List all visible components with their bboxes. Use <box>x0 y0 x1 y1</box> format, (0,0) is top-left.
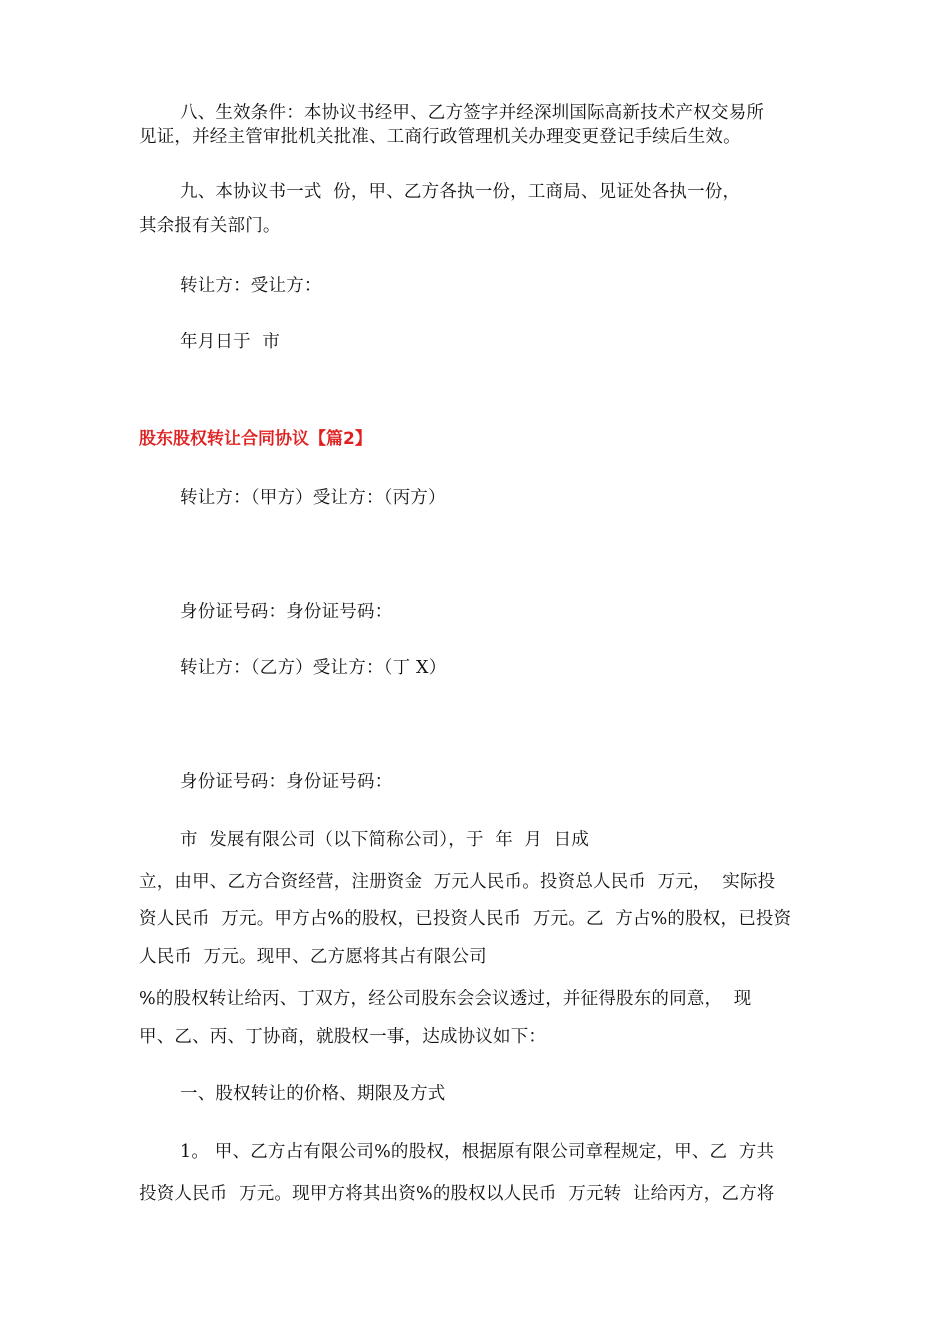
signature-parties: 转让方：受让方： <box>180 276 322 296</box>
section-1-para-line-1: 1。 甲、乙方占有限公司%的股权，根据原有限公司章程规定，甲、乙 方共 <box>180 1142 775 1162</box>
section-1-title: 一、股权转让的价格、期限及方式 <box>180 1084 446 1104</box>
clause-8-line-1: 八、生效条件：本协议书经甲、乙方签字并经深圳国际高新技术产权交易所 <box>180 103 765 123</box>
clause-9-line-1: 九、本协议书一式 份，甲、乙方各执一份，工商局、见证处各执一份， <box>180 182 741 202</box>
party-line-1: 转让方：（甲方）受让方：（丙方） <box>180 488 446 508</box>
intro-line-4: 人民币 万元。现甲、乙方愿将其占有限公司 <box>139 947 487 967</box>
section-heading: 股东股权转让合同协议【篇2】 <box>139 429 372 449</box>
intro-line-3: 资人民币 万元。甲方占%的股权，已投资人民币 万元。乙 方占%的股权，已投资 <box>139 909 792 929</box>
intro-line-6: 甲、乙、丙、丁协商，就股权一事，达成协议如下： <box>139 1027 547 1047</box>
clause-9-line-2: 其余报有关部门。 <box>139 216 281 236</box>
signature-date: 年月日于 市 <box>180 332 281 352</box>
party-line-2: 转让方：（乙方）受让方：（丁 X） <box>180 658 447 678</box>
id-number-line-1: 身份证号码：身份证号码： <box>180 602 393 622</box>
intro-line-1: 市 发展有限公司（以下简称公司），于 年 月 日成 <box>180 830 590 850</box>
intro-line-5: %的股权转让给丙、丁双方，经公司股东会会议透过，并征得股东的同意， 现 <box>139 989 752 1009</box>
id-number-line-2: 身份证号码：身份证号码： <box>180 772 393 792</box>
section-1-para-line-2: 投资人民币 万元。现甲方将其出资%的股权以人民币 万元转 让给丙方，乙方将 <box>139 1184 775 1204</box>
intro-line-2: 立，由甲、乙方合资经营，注册资金 万元人民币。投资总人民币 万元， 实际投 <box>139 872 776 892</box>
clause-8-line-2: 见证，并经主管审批机关批准、工商行政管理机关办理变更登记手续后生效。 <box>139 127 741 147</box>
